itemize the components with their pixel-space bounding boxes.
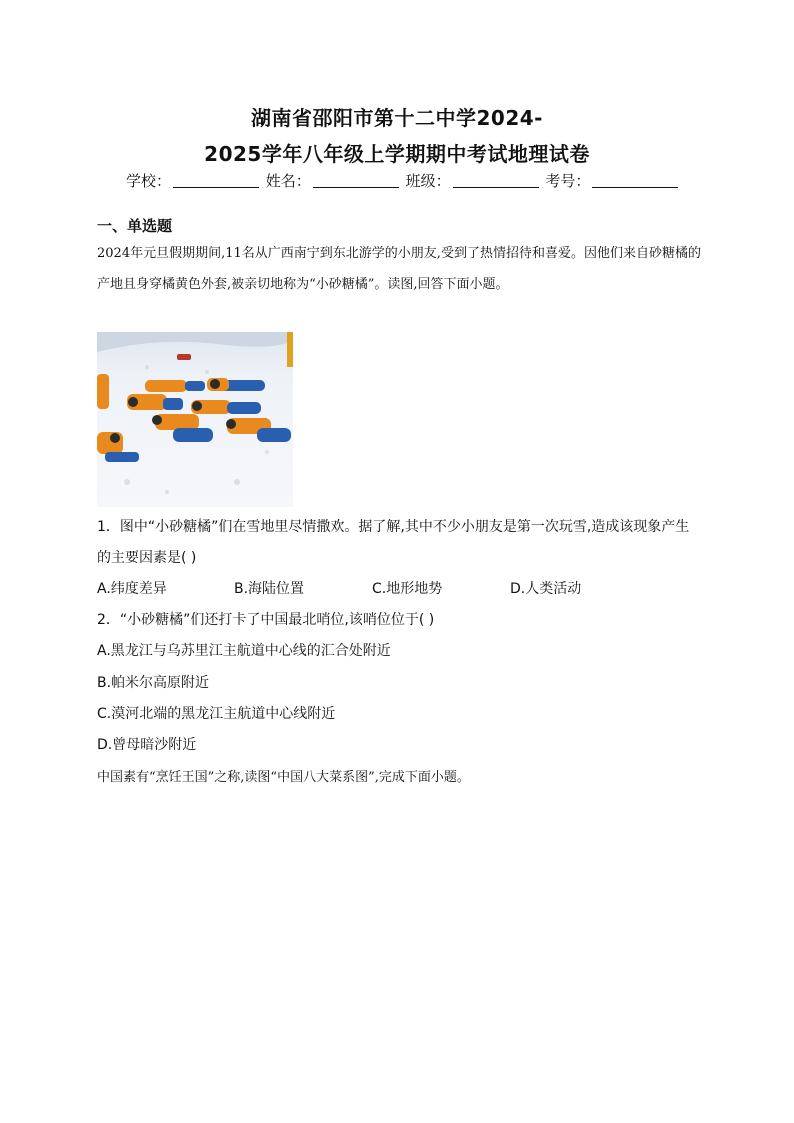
question-1-options: [97, 574, 701, 605]
question-2-option-d[interactable]: D.曾母暗沙附近: [97, 737, 197, 753]
name-label: 姓名：: [265, 172, 311, 190]
school-blank[interactable]: [173, 173, 259, 188]
question-2-option-c[interactable]: C.漠河北端的黑龙江主航道中心线附近: [97, 706, 336, 722]
question-1-option-c[interactable]: C.地形地势: [372, 581, 443, 597]
section-intro: 2024年元旦假期期间,11名从广西南宁到东北游学的小朋友,受到了热情招待和喜爱。因他们来自砂糖橘的产地且身穿橘黄色外套,被亲切地称为“小砂糖橘”。读图,回答下面小题。: [97, 246, 701, 292]
class-label: 班级：: [405, 172, 451, 190]
question-1-option-b[interactable]: B.海陆位置: [234, 581, 305, 597]
question-1-option-d[interactable]: D.人类活动: [510, 581, 582, 597]
exam-title-line1: 湖南省邵阳市第十二中学2024-: [251, 106, 543, 130]
number-label: 考号：: [545, 172, 591, 190]
question-1-option-a[interactable]: A.纬度差异: [97, 581, 167, 597]
snow-children-photo: [97, 332, 293, 507]
name-blank[interactable]: [313, 173, 399, 188]
number-blank[interactable]: [592, 173, 678, 188]
section2-intro: 中国素有“烹饪王国”之称,读图“中国八大菜系图”,完成下面小题。: [97, 770, 470, 785]
school-label: 学校：: [126, 172, 172, 190]
question-2-option-a[interactable]: A.黑龙江与乌苏里江主航道中心线的汇合处附近: [97, 643, 391, 659]
question-2-option-b[interactable]: B.帕米尔高原附近: [97, 675, 210, 691]
question-2-stem: 2．“小砂糖橘”们还打卡了中国最北哨位,该哨位位于( ): [97, 612, 435, 628]
class-blank[interactable]: [453, 173, 539, 188]
student-info-row: [126, 170, 686, 191]
section-heading: 一、单选题: [97, 217, 173, 235]
exam-title-line2: 2025学年八年级上学期期中考试地理试卷: [204, 142, 590, 166]
question-1-stem: 1．图中“小砂糖橘”们在雪地里尽情撒欢。据了解,其中不少小朋友是第一次玩雪,造成该现象产生的主要因素是( ): [97, 519, 690, 566]
